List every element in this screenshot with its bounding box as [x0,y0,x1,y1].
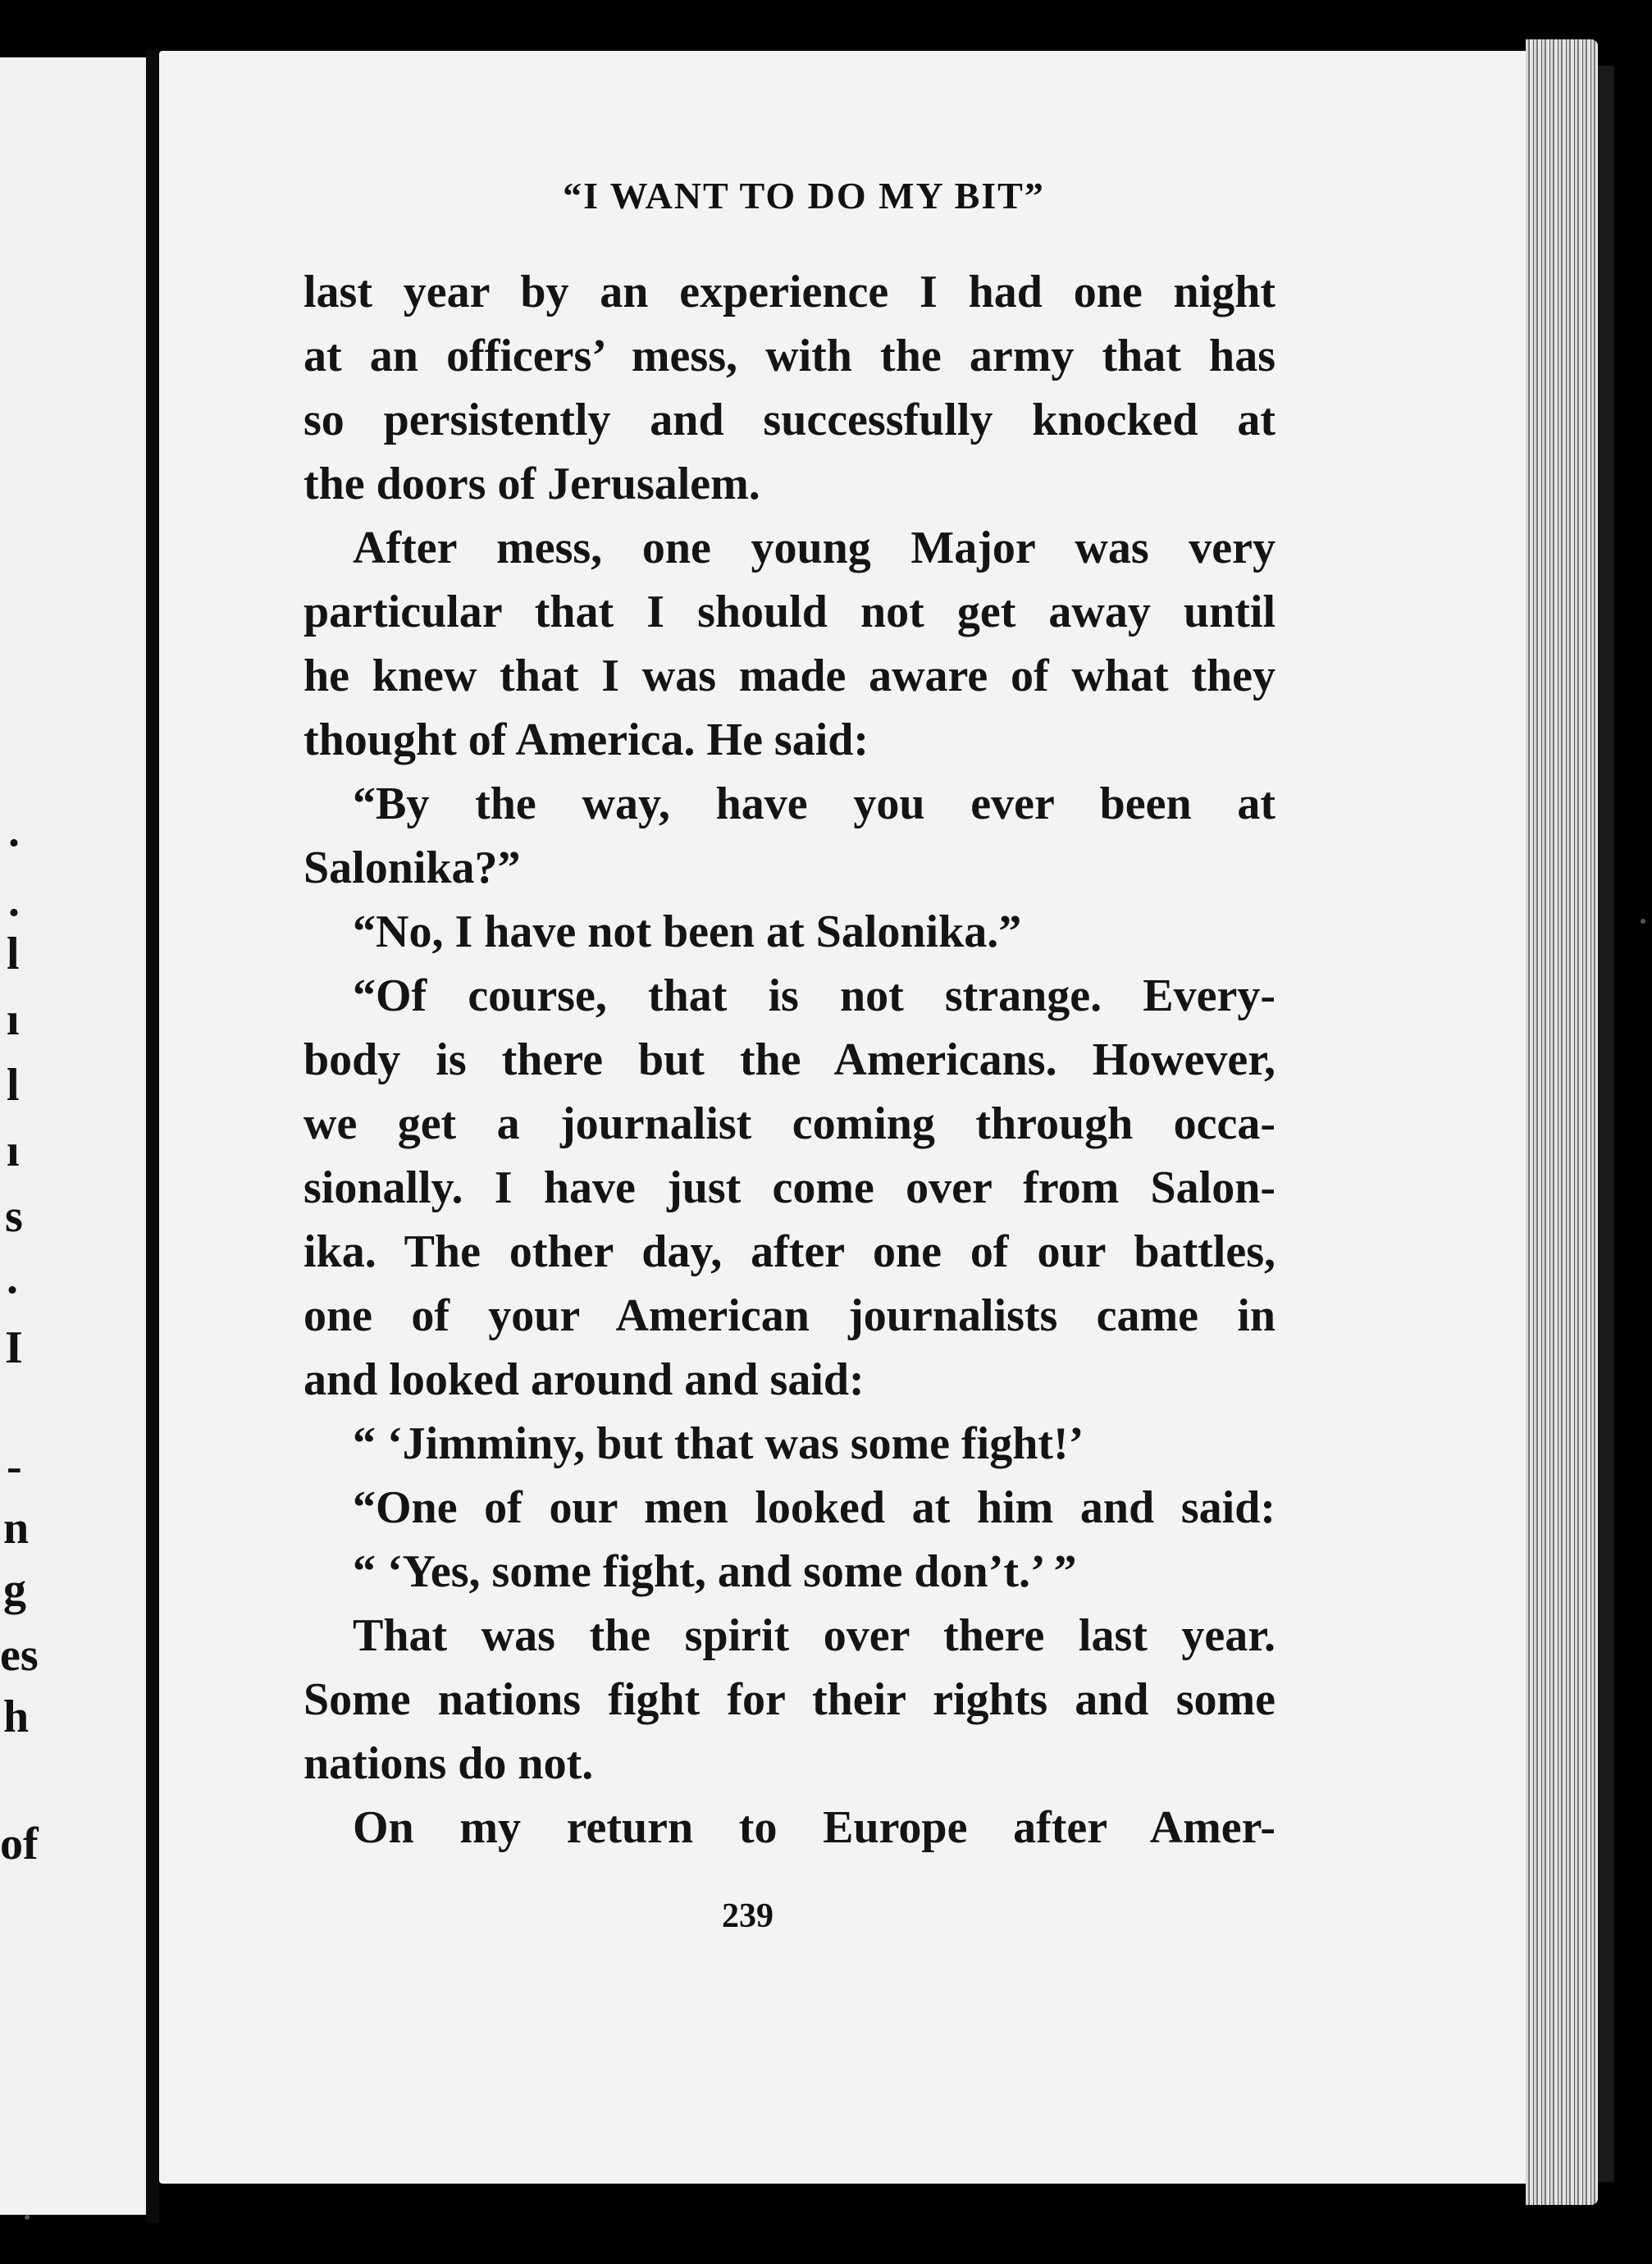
text-line: “By the way, have you ever been at [353,778,1276,829]
text-line: the doors of Jerusalem. [303,459,760,509]
text-line: “One of our men looked at him and said: [353,1482,1276,1533]
text-line: Salonika?” [303,842,521,893]
book-gutter [146,49,159,2223]
text-line: thought of America. He said: [303,714,869,765]
left-edge-char: es [0,1630,39,1681]
left-edge-char: - [7,1441,22,1492]
text-line: we get a journalist coming through occa- [303,1098,1276,1149]
left-edge-char: of [0,1819,39,1869]
text-line: ika. The other day, after one of our battles, [303,1226,1276,1277]
text-line: “ ‘Jimminy, but that was some fight!’ [353,1418,1084,1469]
text-line: Some nations fight for their rights and some [303,1674,1276,1725]
text-line: “Of course, that is not strange. Every- [353,970,1276,1021]
text-line: one of your American journalists came in [303,1290,1276,1341]
left-edge-char: . [8,806,20,856]
text-line: at an officers’ mess, with the army that has [303,331,1276,381]
running-head: “I WANT TO DO MY BIT” [563,175,1045,217]
text-line: That was the spirit over there last year. [353,1610,1276,1661]
page-number: 239 [722,1897,774,1935]
text-line: body is there but the Americans. However, [303,1034,1276,1085]
left-edge-char: ı [7,1125,20,1176]
page-edge-stack [1526,39,1598,2205]
left-edge-char: s [5,1191,23,1242]
scan-speck [25,2215,30,2220]
left-facing-page [0,57,146,2215]
left-edge-char: h [3,1691,30,1742]
text-line: sionally. I have just come over from Salon- [303,1162,1276,1213]
text-line: nations do not. [303,1738,594,1789]
left-edge-char: n [3,1503,30,1554]
left-edge-char: ı [7,994,20,1045]
scan-speck [1641,919,1645,924]
left-edge-char: . [8,875,20,926]
text-line: and looked around and said: [303,1354,865,1405]
text-line: last year by an experience I had one night [303,267,1276,317]
left-page-edge-text [0,57,146,2215]
text-line: On my return to Europe after Amer- [353,1802,1276,1853]
text-line: so persistently and successfully knocked at [303,395,1276,445]
text-line: “ ‘Yes, some fight, and some don’t.’ ” [353,1546,1077,1597]
text-line: After mess, one young Major was very [353,523,1276,573]
background-edge [1598,66,1614,2182]
text-line: particular that I should not get away until [303,587,1276,637]
text-line: “No, I have not been at Salonika.” [353,906,1022,957]
text-line: he knew that I was made aware of what they [303,650,1276,701]
left-edge-char: l [7,929,20,979]
left-edge-char: g [3,1564,26,1615]
left-edge-char: . [7,1253,18,1303]
left-edge-char: I [5,1322,23,1373]
left-edge-char: l [7,1060,20,1111]
